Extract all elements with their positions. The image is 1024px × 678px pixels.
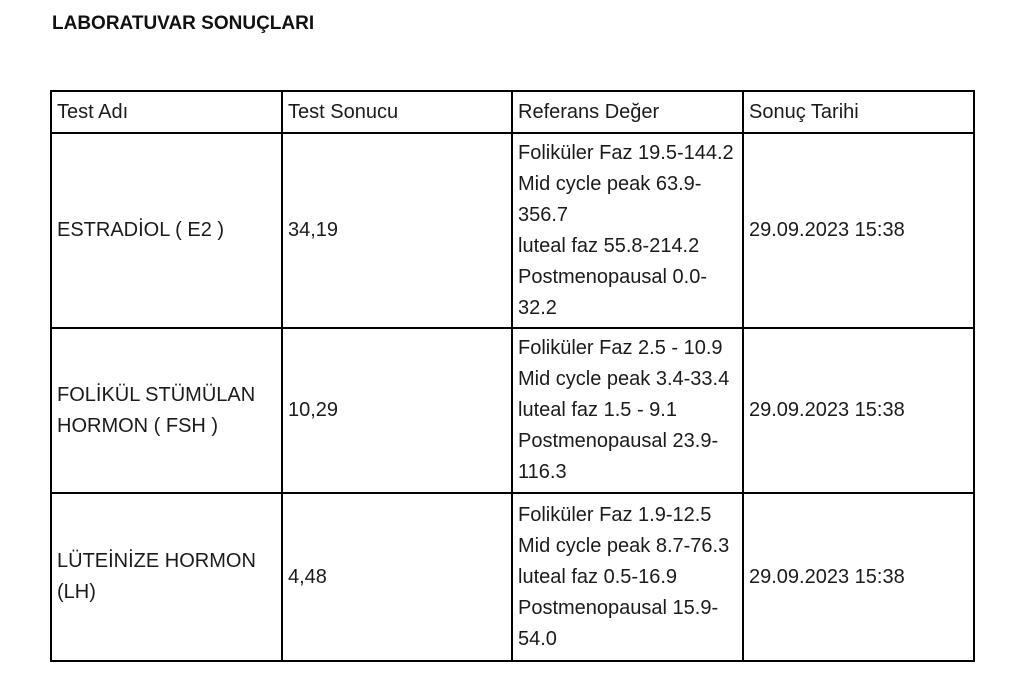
- lab-results-table: [50, 90, 975, 662]
- column-header-test-name: Test Adı: [51, 91, 282, 133]
- reference-line: Foliküler Faz 1.9-12.5: [518, 503, 712, 526]
- table-header-row: [51, 91, 974, 133]
- column-header-reference: Referans Değer: [512, 91, 743, 133]
- reference-line: luteal faz 55.8-214.2: [518, 234, 700, 257]
- test-name-cell: FOLİKÜL STÜMÜLAN HORMON ( FSH ): [51, 328, 282, 493]
- reference-line: Mid cycle peak 8.7-76.3: [518, 534, 730, 557]
- column-header-test-result: Test Sonucu: [282, 91, 512, 133]
- test-name-cell: LÜTEİNİZE HORMON (LH): [51, 493, 282, 661]
- reference-line: Postmenopausal 23.9-116.3: [518, 430, 719, 483]
- reference-line: luteal faz 1.5 - 9.1: [518, 399, 677, 421]
- result-date-cell: 29.09.2023 15:38: [743, 328, 974, 493]
- result-date-cell: 29.09.2023 15:38: [743, 493, 974, 661]
- reference-range-cell: [512, 493, 743, 661]
- reference-line: Foliküler Faz 19.5-144.2: [518, 141, 734, 164]
- reference-range-cell: [512, 328, 743, 493]
- test-name-cell: ESTRADİOL ( E2 ): [51, 133, 282, 328]
- table-row-lh: [51, 493, 974, 661]
- page-title: LABORATUVAR SONUÇLARI: [52, 13, 315, 34]
- reference-line: Mid cycle peak 63.9-356.7: [518, 172, 702, 226]
- test-result-cell: 4,48: [282, 493, 512, 661]
- test-result-cell: 10,29: [282, 328, 512, 493]
- table-row-estradiol: [51, 133, 974, 328]
- reference-range-cell: [512, 133, 743, 328]
- reference-line: Postmenopausal 15.9-54.0: [518, 596, 719, 650]
- table-row-fsh: [51, 328, 974, 493]
- reference-line: Mid cycle peak 3.4-33.4: [518, 368, 730, 390]
- reference-line: luteal faz 0.5-16.9: [518, 565, 677, 588]
- test-result-cell: 34,19: [282, 133, 512, 328]
- reference-line: Postmenopausal 0.0-32.2: [518, 265, 708, 319]
- result-date-cell: 29.09.2023 15:38: [743, 133, 974, 328]
- column-header-result-date: Sonuç Tarihi: [743, 91, 974, 133]
- reference-line: Foliküler Faz 2.5 - 10.9: [518, 337, 723, 359]
